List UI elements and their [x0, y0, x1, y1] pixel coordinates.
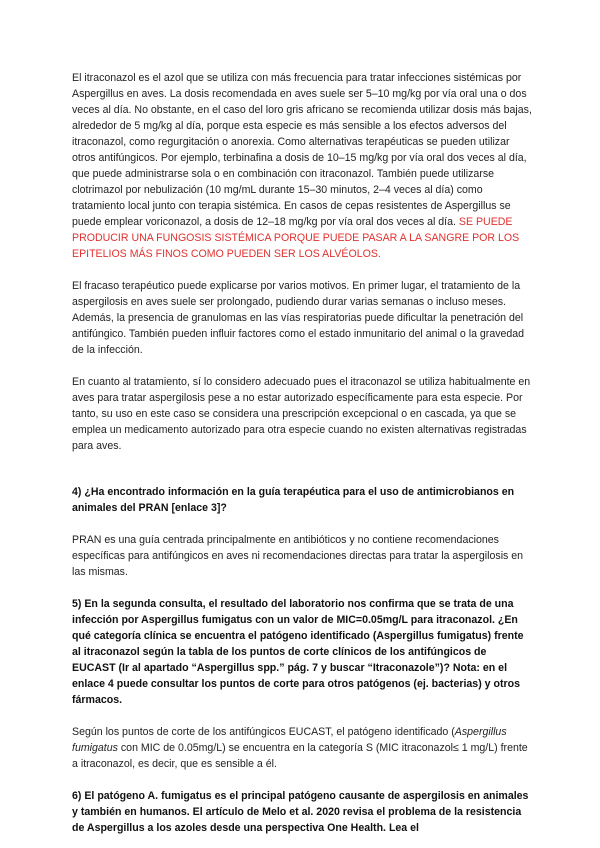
paragraph-itraconazole-dosage	[72, 70, 532, 262]
answer-5-text: Según los puntos de corte de los antifúngicos EUCAST, el patógeno identificado (	[72, 726, 455, 738]
question-5: 5) En la segunda consulta, el resultado del laboratorio nos confirma que se trata de una infección por Aspergillus fumigatus con un valor de MIC=0.05mg/L para itraconazol. ¿En qué categoría clínica se encuentra el patógeno identificado (Aspergillus fumigatus) frente al itraconazol según la tabla de los puntos de corte clínicos de los antifúngicos de EUCAST (Ir al apartado “Aspergillus spp.” pág. 7 y buscar “Itraconazole”)? Nota: en el enlace 4 puede consultar los puntos de corte para otros patógenos (ej. bacterias) y otros fármacos.	[72, 598, 524, 706]
species-name: Aspergillus fumigatus	[72, 726, 507, 754]
paragraph-treatment-assessment: En cuanto al tratamiento, sí lo considero adecuado pues el itraconazol se utiliza habitualmente en aves para tratar aspergilosis pese a no estar autorizado específicamente para esta especie. Por tanto, su uso en este caso se considera una prescripción excepcional o en cascada, ya que se emplea un medicamento autorizado para otra especie cuando no existen alternativas registradas para aves.	[72, 376, 531, 452]
document-page	[72, 70, 532, 836]
answer-4: PRAN es una guía centrada principalmente en antibióticos y no contiene recomendaciones específicas para antifúngicos en aves ni recomendaciones directas para tratar la aspergilosis en las mismas.	[72, 534, 524, 578]
answer-5-text-end: con MIC de 0.05mg/L) se encuentra en la categoría S (MIC itraconazol≤ 1 mg/L) frente a itraconazol, es decir, que es sensible a él.	[72, 742, 528, 770]
paragraph-therapeutic-failure: El fracaso terapéutico puede explicarse por varios motivos. En primer lugar, el tratamiento de la aspergilosis en aves suele ser prolongado, pudiendo durar varias semanas o incluso meses. Además, la presencia de granulomas en las vías respiratorias puede dificultar la penetración del antifúngico. También pueden influir factores como el estado inmunitario del animal o la gravedad de la infección.	[72, 280, 525, 356]
red-annotation: SE PUEDE PRODUCIR UNA FUNGOSIS SISTÉMICA PORQUE PUEDE PASAR A LA SANGRE POR LOS EPITELIOS MÁS FINOS COMO PUEDEN SER LOS ALVÉOLOS.	[72, 216, 520, 260]
answer-5	[72, 724, 532, 772]
question-6: 6) El patógeno A. fumigatus es el principal patógeno causante de aspergilosis en animales y también en humanos. El artículo de Melo et al. 2020 revisa el problema de la resistencia de Aspergillus a los azoles desde una perspectiva One Health. Lea el	[72, 790, 529, 834]
question-4: 4) ¿Ha encontrado información en la guía terapéutica para el uso de antimicrobianos en animales del PRAN [enlace 3]?	[72, 486, 515, 514]
paragraph-text: El itraconazol es el azol que se utiliza con más frecuencia para tratar infecciones sistémicas por Aspergillus en aves. La dosis recomendada en aves suele ser 5–10 mg/kg por vía oral una o dos veces al día. No obstante, en el caso del loro gris africano se recomienda utilizar dosis más bajas, alrededor de 5 mg/kg al día, porque esta especie es más sensible a los efectos adversos del itraconazol, como regurgitación o anorexia. Como alternativas terapéuticas se pueden utilizar otros antifúngicos. Por ejemplo, terbinafina a dosis de 10–15 mg/kg por vía oral dos veces al día, que puede administrarse sola o en combinación con itraconazol. También puede utilizarse clotrimazol por nebulización (10 mg/mL durante 15–30 minutos, 2–4 veces al día) como tratamiento local junto con terapia sistémica. En casos de cepas resistentes de Aspergillus se puede emplear voriconazol, a dosis de 12–18 mg/kg por vía oral dos veces al día.	[72, 72, 532, 228]
section-gap	[72, 470, 532, 484]
